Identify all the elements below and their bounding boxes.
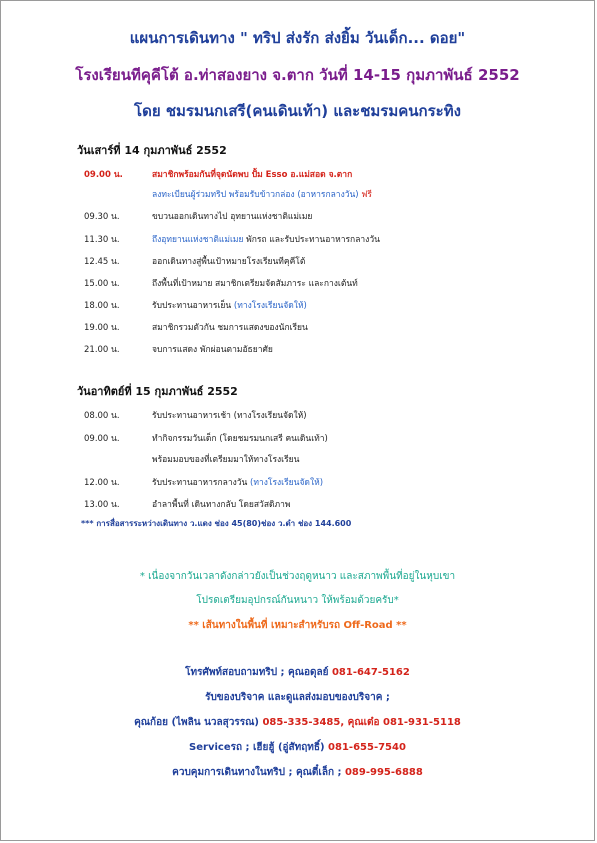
- schedule-desc: สมาชิกรวมตัวกัน ชมการแสดงของนักเรียน: [152, 323, 308, 333]
- schedule-desc: อำลาพื้นที่ เดินทางกลับ โดยสวัสดิภาพ: [152, 500, 291, 510]
- schedule-row: [84, 232, 564, 246]
- schedule-time: 19.00 น.: [84, 323, 120, 333]
- schedule-desc-extra: พักรถ และรับประทานอาหารกลางวัน: [243, 235, 380, 245]
- schedule-row: [84, 167, 564, 181]
- contact-line: [1, 740, 594, 755]
- schedule-desc: พร้อมมอบของที่เตรียมมาให้ทางโรงเรียน: [152, 455, 300, 465]
- schedule-row: [84, 209, 564, 223]
- schedule-time: 12.00 น.: [84, 478, 120, 488]
- day1-title: วันเสาร์ที่ 14 กุมภาพันธ์ 2552: [77, 144, 227, 157]
- contact-label: ควบคุมการเดินทางในทริป ; คุณตี๋เล็ก ;: [172, 767, 345, 778]
- schedule-desc: ออกเดินทางสู่พื้นเป้าหมายโรงเรียนทีคุคีโต้: [152, 257, 306, 267]
- trip-title: แผนการเดินทาง " ทริป ส่งรัก ส่งยิ้ม วันเด็ก... ดอย": [129, 29, 466, 47]
- schedule-time: 09.00 น.: [84, 170, 123, 180]
- schedule-row: [84, 497, 564, 511]
- schedule-desc: ลงทะเบียนผู้ร่วมทริป พร้อมรับข้าวกล่อง (อาหารกลางวัน): [152, 190, 359, 200]
- schedule-time: 12.45 น.: [84, 257, 120, 267]
- schedule-time: 21.00 น.: [84, 345, 120, 355]
- trip-location-date: โรงเรียนทีคุคีโต้ อ.ท่าสองยาง จ.ตาก วันที่ 14-15 กุมภาพันธ์ 2552: [75, 66, 520, 84]
- offroad-note: ** เส้นทางในพื้นที่ เหมาะสำหรับรถ Off-Road **: [188, 620, 407, 631]
- contact-line: [1, 715, 594, 730]
- schedule-time: 08.00 น.: [84, 411, 120, 421]
- contact-label: คุณก้อย (ไพลิน นวลสุวรรณ): [134, 717, 263, 728]
- contact-line: [1, 765, 594, 780]
- schedule-time: 09.00 น.: [84, 434, 120, 444]
- schedule-desc: รับประทานอาหารเช้า (ทางโรงเรียนจัดให้): [152, 411, 307, 421]
- schedule-desc-extra: (ทางโรงเรียนจัดให้): [247, 478, 324, 488]
- schedule-row: [84, 431, 564, 445]
- schedule-desc: ถึงพื้นที่เป้าหมาย สมาชิกเตรียมจัดสัมภาระ และกางเต้นท์: [152, 279, 358, 289]
- radio-comm-note: *** การสื่อสารระหว่างเดินทาง ว.แดง ช่อง 45(80)ช่อง ว.ดำ ช่อง 144.600: [81, 519, 352, 528]
- schedule-row: [84, 408, 564, 422]
- schedule-row: [84, 276, 564, 290]
- schedule-desc: รับประทานอาหารเย็น: [152, 301, 232, 311]
- schedule-desc: สมาชิกพร้อมกันที่จุดนัดพบ ปั้ม Esso อ.แม่สอด จ.ตาก: [152, 170, 353, 180]
- schedule-time: 11.30 น.: [84, 235, 120, 245]
- contact-label: Serviceรถ ; เฮียฮู้ (อู่สัทฤทธิ์): [189, 742, 329, 753]
- day2-title: วันอาทิตย์ที่ 15 กุมภาพันธ์ 2552: [77, 385, 238, 398]
- prepare-gear-note: โปรดเตรียมอุปกรณ์กันหนาว ให้พร้อมด้วยครับ*: [196, 595, 399, 606]
- schedule-time: 09.30 น.: [84, 212, 120, 222]
- contact-line: [1, 690, 594, 705]
- schedule-desc: จบการแสดง พักผ่อนตามอัธยาศัย: [152, 345, 273, 355]
- cold-weather-note: * เนื่องจากวันเวลาดังกล่าวยังเป็นช่วงฤดูหนาว และสภาพพื้นที่อยู่ในหุบเขา: [139, 571, 456, 582]
- schedule-time: 15.00 น.: [84, 279, 120, 289]
- trip-organizers: โดย ชมรมนกเสรี(คนเดินเท้า) และชมรมคนกระทิง: [134, 102, 461, 120]
- contact-number: 089-995-6888: [344, 767, 423, 778]
- contact-line: [1, 665, 594, 680]
- contact-label: รับของบริจาค และดูแลส่งมอบของบริจาค ;: [205, 692, 390, 703]
- schedule-row: [84, 342, 564, 356]
- contact-number: 081-647-5162: [331, 667, 410, 678]
- contact-number: 085-335-3485, คุณเต๋อ 081-931-5118: [262, 717, 461, 728]
- schedule-time: 18.00 น.: [84, 301, 120, 311]
- schedule-row: [84, 298, 564, 312]
- contact-label: โทรศัพท์สอบถามทริป ; คุณอดุลย์: [185, 667, 332, 678]
- schedule-desc: ทำกิจกรรมวันเด็ก (โดยชมรมนกเสรี คนเดินเท้า): [152, 434, 328, 444]
- schedule-desc: ขบวนออกเดินทางไป อุทยานแห่งชาติแม่เมย: [152, 212, 313, 222]
- schedule-row: [84, 187, 564, 201]
- schedule-desc: รับประทานอาหารกลางวัน: [152, 478, 248, 488]
- contact-number: 081-655-7540: [328, 742, 406, 753]
- schedule-time: 13.00 น.: [84, 500, 120, 510]
- schedule-row: [84, 452, 564, 466]
- schedule-row: [84, 475, 564, 489]
- schedule-row: [84, 254, 564, 268]
- free-label: ฟรี: [361, 190, 372, 200]
- schedule-desc: ถึงอุทยานแห่งชาติแม่เมย: [152, 235, 244, 245]
- schedule-row: [84, 320, 564, 334]
- schedule-desc-extra: (ทางโรงเรียนจัดให้): [231, 301, 307, 311]
